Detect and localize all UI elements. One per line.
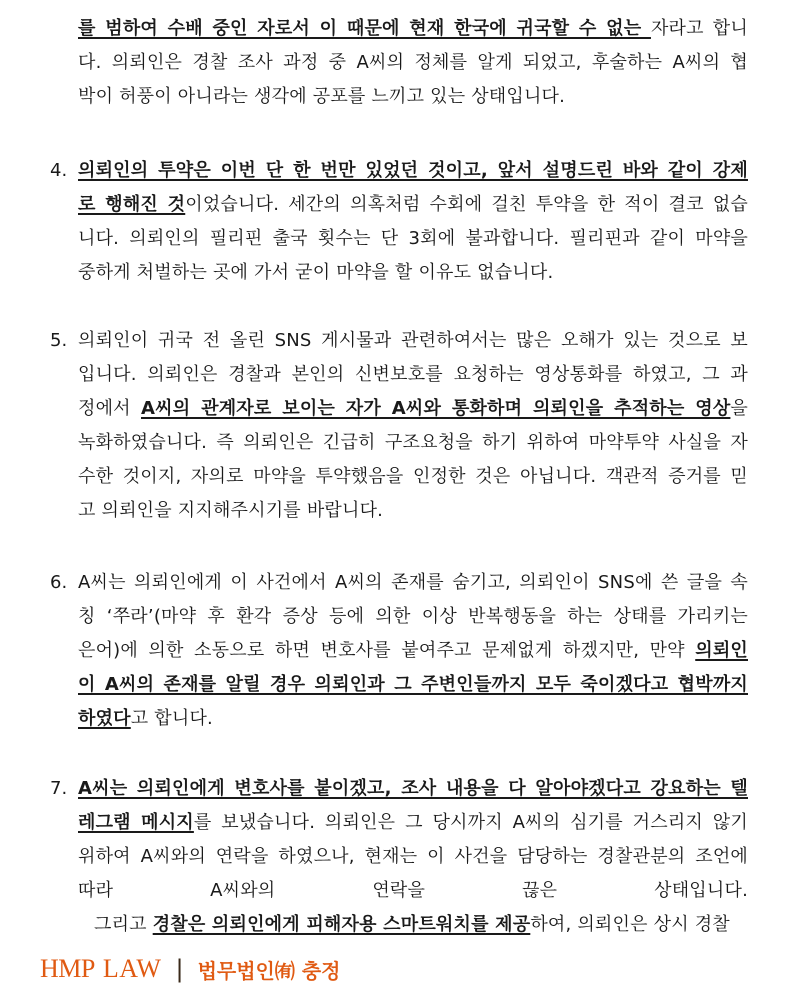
- body-text: 고 합니다.: [130, 708, 213, 729]
- text-line: [78, 706, 748, 732]
- text-line: [78, 362, 748, 388]
- paragraph-number: 4.: [50, 160, 68, 181]
- text-line: [78, 396, 748, 422]
- body-text: 은어)에 의한 소동으로 하면 변호사를 붙여주고 문제없게 하겠지만, 만약: [78, 640, 696, 661]
- emphasized-text: 로 행해진 것: [78, 194, 186, 215]
- footer-logo: [40, 952, 340, 986]
- text-line: [78, 570, 748, 596]
- emphasized-text: 의뢰인: [695, 640, 748, 661]
- paragraph-number: 7.: [50, 778, 68, 799]
- emphasized-text: 경찰은 의뢰인에게 피해자용 스마트워치를 제공: [152, 914, 531, 935]
- body-text: 을: [730, 398, 749, 419]
- emphasized-text: 를 범하여 수배 중인 자로서 이 때문에 현재 한국에 귀국할 수 없는: [78, 18, 651, 39]
- paragraph-number: 6.: [50, 572, 68, 593]
- firm-name: 법무법인㈲ 충정: [197, 958, 341, 983]
- text-line: [78, 50, 748, 76]
- text-line: [78, 810, 748, 836]
- emphasized-text: 이 A씨의 존재를 알릴 경우 의뢰인과 그 주변인들까지 모두 죽이겠다고 협박까지: [78, 674, 748, 695]
- body-text: 하여, 의뢰인은 상시 경찰: [530, 914, 730, 935]
- text-line: [78, 16, 748, 42]
- body-text: 중하게 처벌하는 곳에 가서 굳이 마약을 할 이유도 없습니다.: [78, 262, 554, 283]
- logo-separator: |: [175, 955, 184, 983]
- body-text: 입니다. 의뢰인은 경찰과 본인의 신변보호를 요청하는 영상통화를 하였고, 그 과: [78, 364, 748, 385]
- text-line: [78, 84, 748, 110]
- emphasized-text: A씨의 관계자로 보이는 자가 A씨와 통화하며 의뢰인을 추적하는 영상: [141, 398, 731, 419]
- body-text: 의뢰인이 귀국 전 올린 SNS 게시물과 관련하여서는 많은 오해가 있는 것으로 보: [78, 330, 748, 351]
- body-text: 따라 A씨와의 연락을 끊은 상태입니다.: [78, 880, 748, 901]
- text-line: [78, 672, 748, 698]
- text-line: [78, 226, 748, 252]
- emphasized-text: A씨는 의뢰인에게 변호사를 붙이겠고, 조사 내용을 다 알아야겠다고 강요하는 텔: [78, 778, 748, 799]
- logo-law: LAW: [102, 954, 162, 983]
- text-line: [78, 260, 748, 286]
- body-text: 정에서: [78, 398, 142, 419]
- text-line: [78, 328, 748, 354]
- body-text: 다. 의뢰인은 경찰 조사 과정 중 A씨의 정체를 알게 되었고, 후술하는 A씨의 협: [78, 52, 748, 73]
- body-text: 고 의뢰인을 지지해주시기를 바랍니다.: [78, 500, 384, 521]
- body-text: 이었습니다. 세간의 의혹처럼 수회에 걸친 투약을 한 적이 결코 없습: [185, 194, 749, 215]
- text-line: [78, 192, 748, 218]
- body-text: 니다. 의뢰인의 필리핀 출국 횟수는 단 3회에 불과합니다. 필리핀과 같이 마약을: [78, 228, 748, 249]
- text-line: [78, 158, 748, 184]
- body-text: 자라고 합니: [650, 18, 748, 39]
- body-text: 녹화하였습니다. 즉 의뢰인은 긴급히 구조요청을 하기 위하여 마약투약 사실을 자: [78, 432, 748, 453]
- text-line: [78, 430, 748, 456]
- text-line: [78, 776, 748, 802]
- emphasized-text: 하였다: [78, 708, 131, 729]
- emphasized-text: 의뢰인의 투약은 이번 단 한 번만 있었던 것이고, 앞서 설명드린 바와 같이 강제: [78, 160, 748, 181]
- body-text: 수한 것이지, 자의로 마약을 투약했음을 인정한 것은 아닙니다. 객관적 증거를 믿: [78, 466, 748, 487]
- body-text: 칭 ‘쭈라’(마약 후 환각 증상 등에 의한 이상 반복행동을 하는 상태를 가리키는: [78, 606, 748, 627]
- body-text: 그리고: [94, 914, 153, 935]
- paragraph-number: 5.: [50, 330, 68, 351]
- body-text: 박이 허풍이 아니라는 생각에 공포를 느끼고 있는 상태입니다.: [78, 86, 566, 107]
- body-text: 를 보냈습니다. 의뢰인은 그 당시까지 A씨의 심기를 거스리지 않기: [193, 812, 748, 833]
- emphasized-text: 레그램 메시지: [78, 812, 194, 833]
- logo-hmp: HMP: [40, 954, 95, 983]
- body-text: 위하여 A씨와의 연락을 하였으나, 현재는 이 사건을 담당하는 경찰관분의 조언에: [78, 846, 748, 867]
- text-line: [94, 912, 748, 938]
- text-line: [78, 498, 748, 524]
- body-text: A씨는 의뢰인에게 이 사건에서 A씨의 존재를 숨기고, 의뢰인이 SNS에 쓴 글을 속: [78, 572, 748, 593]
- text-line: [78, 878, 748, 904]
- text-line: [78, 604, 748, 630]
- text-line: [78, 638, 748, 664]
- text-line: [78, 464, 748, 490]
- text-line: [78, 844, 748, 870]
